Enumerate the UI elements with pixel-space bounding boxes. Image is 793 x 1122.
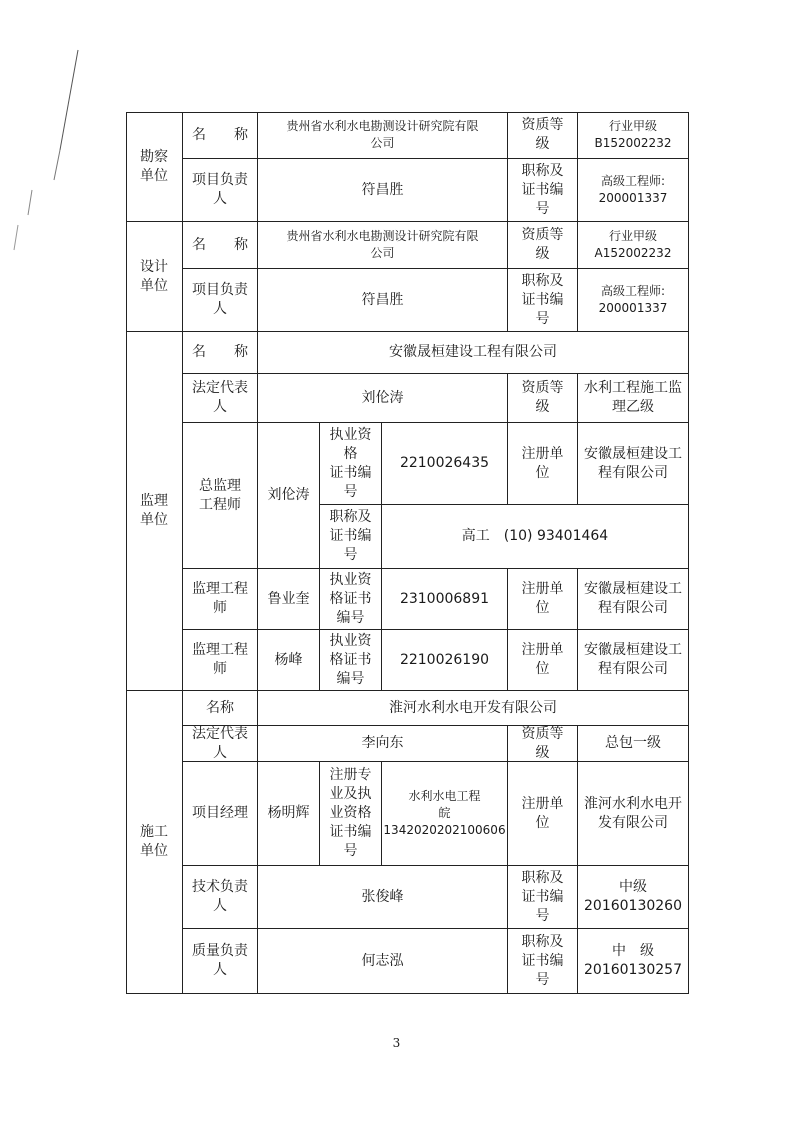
- engineer-1-reg-value: 安徽晟桓建设工 程有限公司: [578, 569, 689, 630]
- engineer-2-cert-value: 2210026190: [382, 630, 508, 691]
- survey-pm-label: 项目负责 人: [183, 159, 258, 222]
- supervision-unit-label: 监理 单位: [126, 332, 183, 691]
- engineer-1-label: 监理工程 师: [183, 569, 258, 630]
- tech-lead-value: 张俊峰: [258, 866, 508, 929]
- survey-name-value: 贵州省水利水电勘测设计研究院有限 公司: [258, 112, 508, 159]
- supervision-qual-label: 资质等 级: [508, 374, 578, 423]
- project-manager-reg-label: 注册单 位: [508, 762, 578, 866]
- survey-title-value: 高级工程师: 200001337: [578, 159, 689, 222]
- chief-engineer-name: 刘伦涛: [258, 423, 320, 569]
- construction-name-value: 淮河水利水电开发有限公司: [258, 691, 689, 726]
- chief-cert-value: 2210026435: [382, 423, 508, 505]
- survey-title-label: 职称及 证书编 号: [508, 159, 578, 222]
- survey-qual-label: 资质等 级: [508, 112, 578, 159]
- survey-pm-value: 符昌胜: [258, 159, 508, 222]
- design-unit-label: 设计 单位: [126, 222, 183, 332]
- design-pm-value: 符昌胜: [258, 269, 508, 332]
- survey-qual-value: 行业甲级 B152002232: [578, 112, 689, 159]
- quality-title-label: 职称及 证书编 号: [508, 929, 578, 994]
- chief-reg-value: 安徽晟桓建设工 程有限公司: [578, 423, 689, 505]
- quality-title-value: 中 级 20160130257: [578, 929, 689, 994]
- engineer-2-cert-label: 执业资 格证书 编号: [320, 630, 382, 691]
- tech-title-label: 职称及 证书编 号: [508, 866, 578, 929]
- project-manager-name: 杨明辉: [258, 762, 320, 866]
- design-name-value: 贵州省水利水电勘测设计研究院有限 公司: [258, 222, 508, 269]
- quality-lead-value: 何志泓: [258, 929, 508, 994]
- scan-mark-lines: [10, 40, 90, 260]
- engineer-2-reg-value: 安徽晟桓建设工 程有限公司: [578, 630, 689, 691]
- chief-title-value: 高工 (10) 93401464: [382, 505, 689, 569]
- design-name-label: 名 称: [183, 222, 258, 269]
- quality-lead-label: 质量负责 人: [183, 929, 258, 994]
- engineer-1-reg-label: 注册单 位: [508, 569, 578, 630]
- engineer-2-reg-label: 注册单 位: [508, 630, 578, 691]
- engineer-1-cert-value: 2310006891: [382, 569, 508, 630]
- chief-title-label: 职称及 证书编 号: [320, 505, 382, 569]
- engineer-1-cert-label: 执业资 格证书 编号: [320, 569, 382, 630]
- project-manager-reg-value: 淮河水利水电开 发有限公司: [578, 762, 689, 866]
- design-pm-label: 项目负责 人: [183, 269, 258, 332]
- survey-name-label: 名 称: [183, 112, 258, 159]
- chief-reg-label: 注册单 位: [508, 423, 578, 505]
- tech-lead-label: 技术负责 人: [183, 866, 258, 929]
- construction-qual-value: 总包一级: [578, 726, 689, 762]
- design-title-value: 高级工程师: 200001337: [578, 269, 689, 332]
- engineer-2-label: 监理工程 师: [183, 630, 258, 691]
- project-manager-label: 项目经理: [183, 762, 258, 866]
- chief-engineer-label: 总监理 工程师: [183, 423, 258, 569]
- construction-unit-label: 施工 单位: [126, 691, 183, 994]
- construction-name-label: 名称: [183, 691, 258, 726]
- construction-legal-label: 法定代表 人: [183, 726, 258, 762]
- tech-title-value: 中级 20160130260: [578, 866, 689, 929]
- supervision-name-label: 名 称: [183, 332, 258, 374]
- design-qual-label: 资质等 级: [508, 222, 578, 269]
- design-title-label: 职称及 证书编 号: [508, 269, 578, 332]
- construction-qual-label: 资质等 级: [508, 726, 578, 762]
- supervision-name-value: 安徽晟桓建设工程有限公司: [258, 332, 689, 374]
- survey-unit-label: 勘察 单位: [126, 112, 183, 222]
- chief-cert-label: 执业资 格 证书编 号: [320, 423, 382, 505]
- project-manager-cert-label: 注册专 业及执 业资格 证书编 号: [320, 762, 382, 866]
- design-qual-value: 行业甲级 A152002232: [578, 222, 689, 269]
- engineer-2-name: 杨峰: [258, 630, 320, 691]
- project-manager-cert-value: 水利水电工程 皖 1342020202100606: [382, 762, 508, 866]
- supervision-legal-value: 刘伦涛: [258, 374, 508, 423]
- page-number: 3: [392, 1036, 401, 1050]
- engineer-1-name: 鲁业奎: [258, 569, 320, 630]
- construction-legal-value: 李向东: [258, 726, 508, 762]
- project-info-table: [126, 112, 689, 994]
- supervision-qual-value: 水利工程施工监 理乙级: [578, 374, 689, 423]
- supervision-legal-label: 法定代表 人: [183, 374, 258, 423]
